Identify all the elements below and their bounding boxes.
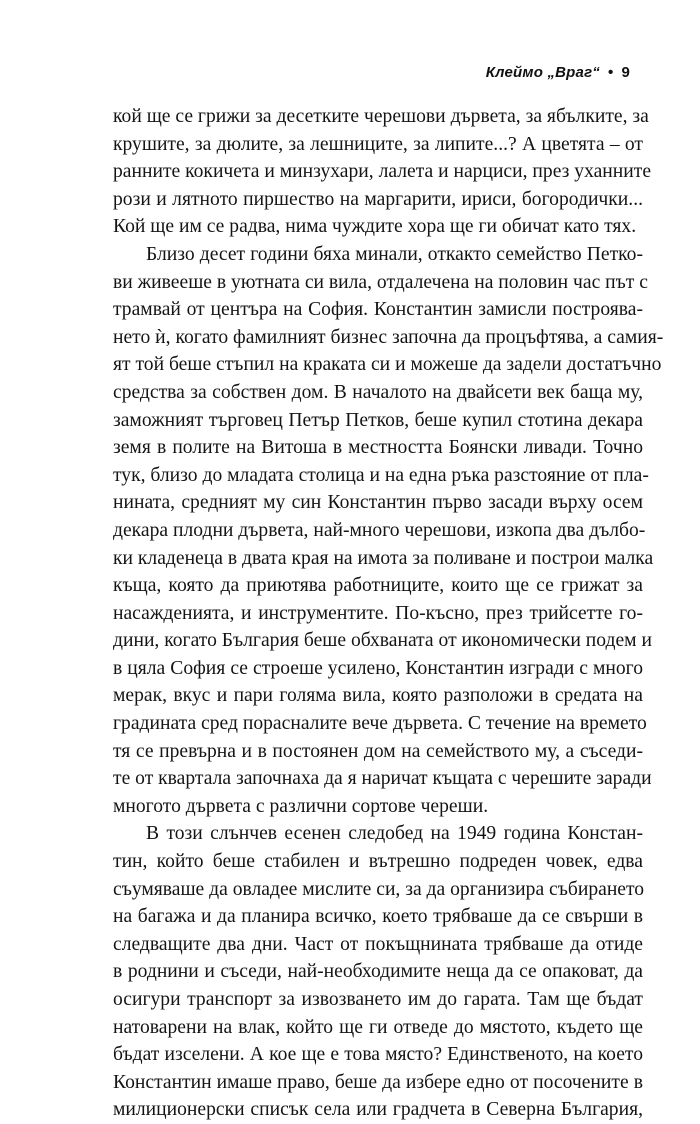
text-line: в роднини и съседи, най-необходимите неща да се опаковат, да	[113, 961, 643, 983]
text-line: тин, който беше стабилен и вътрешно подреден човек, едва	[113, 851, 643, 873]
text-line: средства за собствен дом. В началото на двайсети век баща му,	[113, 381, 643, 403]
text-line: рози и лятното пиршество на маргарити, ириси, богородички...	[113, 188, 643, 210]
text-line: трамвай от центъра на София. Константин замисли построява-	[113, 299, 643, 321]
body-text	[113, 103, 664, 1124]
text-line: бъдат изселени. А кое ще е това място? Единственото, на което	[113, 1044, 643, 1066]
text-line: многото дървета с различни сортове череши.	[113, 795, 489, 817]
text-line: дини, когато България беше обхваната от икономически подем и	[113, 630, 652, 652]
text-line: заможният търговец Петър Петков, беше купил стотина декара	[113, 409, 643, 431]
page-number: 9	[621, 64, 630, 81]
text-line: Близо десет години бяха минали, откакто семейство Петко-	[146, 243, 643, 265]
running-header-title: Клеймо „Враг“	[485, 64, 600, 81]
text-line: милиционерски списък села или градчета в Северна България,	[113, 1099, 643, 1121]
text-line: те от квартала започнаха да я наричат къщата с черешите заради	[113, 768, 652, 790]
paragraph	[113, 103, 652, 241]
text-line: натоварени на влак, който ще ги отведе до мястото, където ще	[113, 1016, 643, 1038]
text-line: нината, средният му син Константин първо засади върху осем	[113, 492, 643, 514]
text-line: В този слънчев есенен следобед на 1949 година Констан-	[146, 823, 643, 845]
paragraph	[113, 241, 664, 820]
text-line: насажденията, и инструментите. По-късно, през трийсетте го-	[113, 602, 643, 624]
text-line: крушите, за дюлите, за лешниците, за липите...? А цветята – от	[113, 133, 643, 155]
text-line: нето ѝ, когато фамилният бизнес започна да процъфтява, а самия-	[113, 326, 664, 348]
text-line: градината сред порасналите вече дървета. С течение на времето	[113, 713, 647, 735]
text-line: ви живееше в уютната си вила, отдалечена на половин час път с	[113, 271, 648, 293]
text-line: осигури транспорт за извозването им до гарата. Там ще бъдат	[113, 989, 643, 1010]
text-line: къща, която да приютява работниците, които ще се грижат за	[113, 575, 643, 597]
text-line: ранните кокичета и минзухари, лалета и нарциси, през уханните	[113, 161, 652, 183]
text-line: Кой ще им се радва, нима чуждите хора ще ги обичат като тях.	[113, 216, 637, 238]
text-line: на багажа и да планира всичко, което трябваше да се свърши в	[113, 906, 643, 928]
text-line: земя в полите на Витоша в местността Боянски ливади. Точно	[113, 437, 643, 459]
text-line: Константин имаше право, беше да избере едно от посочените в	[113, 1071, 643, 1093]
paragraph	[113, 820, 643, 1124]
text-line: тук, близо до младата столица и на една ръка разстояние от пла-	[113, 464, 649, 486]
text-line: съумяваше да овладее мислите си, за да организира събирането	[113, 878, 645, 900]
text-line: тя се превърна и в постоянен дом на семейството му, а съседи-	[113, 740, 643, 762]
text-line: следващите два дни. Част от покъщнината трябваше да отиде	[113, 933, 643, 955]
text-line: ят той беше стъпил на краката си и можеше да задели достатъчно	[113, 354, 662, 376]
text-line: кой ще се грижи за десетките черешови дървета, за ябълките, за	[113, 106, 649, 127]
running-header-separator: •	[608, 64, 614, 81]
running-header	[486, 64, 630, 81]
text-line: в цяла София се строеше усилено, Константин изгради с много	[113, 657, 643, 679]
text-line: мерак, вкус и пари голяма вила, която разположи в средата на	[113, 685, 643, 707]
text-line: декара плодни дървета, най-много черешови, изкопа два дълбо-	[113, 519, 646, 541]
text-line: ки кладенеца в двата края на имота за поливане и построи малка	[113, 547, 654, 569]
